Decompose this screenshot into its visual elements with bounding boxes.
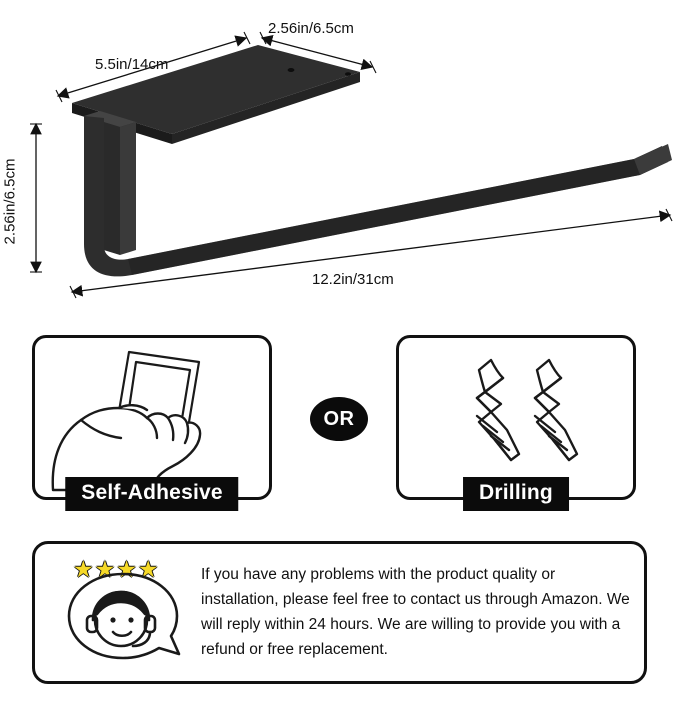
dimension-label-height: 2.56in/6.5cm: [1, 158, 19, 245]
star-icon: ★: [137, 556, 159, 582]
screws-icon: [399, 338, 633, 496]
dimension-label-depth: 2.56in/6.5cm: [268, 20, 354, 37]
installation-options: [0, 325, 679, 515]
product-dimension-diagram: [0, 0, 679, 325]
caption-drilling: Drilling: [463, 477, 569, 511]
star-icon: ★: [94, 556, 116, 582]
customer-service-agent-icon: [53, 554, 193, 674]
dimension-label-length: 12.2in/31cm: [312, 271, 394, 288]
hand-pressing-adhesive-plate-icon: [35, 338, 269, 496]
or-separator-badge: OR: [310, 397, 368, 441]
install-option-drilling: [396, 335, 636, 504]
dimension-label-width: 5.5in/14cm: [95, 56, 169, 73]
caption-self-adhesive: Self-Adhesive: [65, 477, 238, 511]
install-option-self-adhesive: [32, 335, 272, 504]
star-icon: ★: [73, 556, 94, 582]
dimension-line-height: [30, 124, 42, 272]
support-message: If you have any problems with the product quality or installation, please feel free to contact us through Amazon. We will reply within 24 hours. We are willing to provide you with a refund or free replacement.: [201, 566, 630, 659]
star-icon: ★: [116, 556, 137, 582]
customer-support-panel: [32, 541, 647, 684]
